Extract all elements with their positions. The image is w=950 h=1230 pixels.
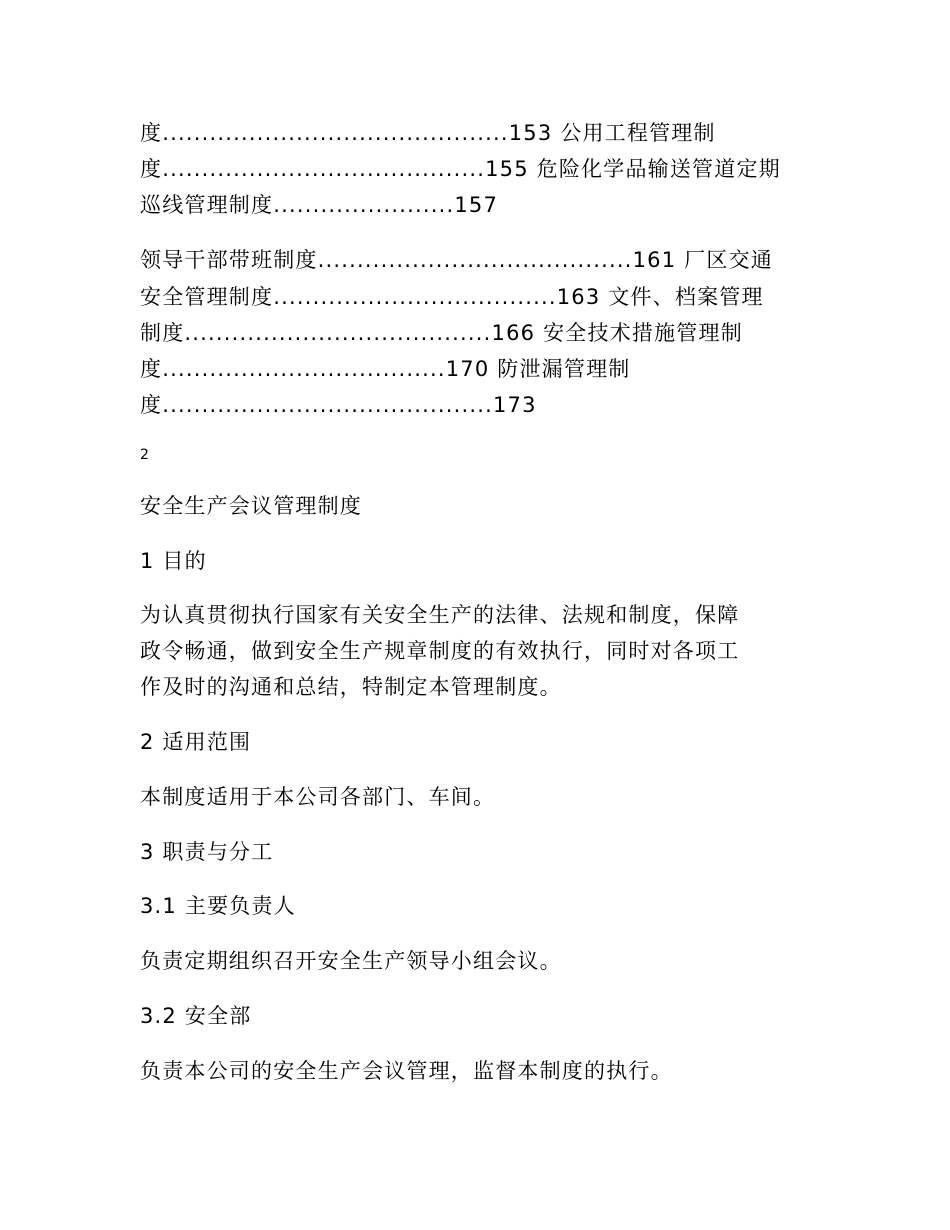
paragraph-line: 作及时的沟通和总结，特制定本管理制度。: [140, 675, 562, 699]
section-title: 安全生产会议管理制度: [140, 494, 362, 518]
toc-line: 度.........................................155 危险化学品输送管道定期: [140, 157, 781, 181]
subheading-principal: 3.1 主要负责人: [140, 894, 296, 918]
subheading-safety-dept: 3.2 安全部: [140, 1004, 252, 1028]
paragraph-line: 为认真贯彻执行国家有关安全生产的法律、法规和制度，保障: [140, 603, 740, 627]
toc-line: 度............................................153 公用工程管理制: [140, 121, 716, 145]
heading-scope: 2 适用范围: [140, 730, 252, 754]
toc-line: 度..........................................173: [140, 393, 537, 417]
heading-responsibilities: 3 职责与分工: [140, 840, 274, 864]
toc-line: 度....................................170 防泄漏管理制: [140, 357, 631, 381]
toc-line: 巡线管理制度.......................157: [140, 193, 499, 217]
paragraph-line: 本制度适用于本公司各部门、车间。: [140, 785, 496, 809]
heading-purpose: 1 目的: [140, 549, 207, 573]
toc-line: 制度.......................................166 安全技术措施管理制: [140, 321, 743, 345]
paragraph-line: 负责定期组织召开安全生产领导小组会议。: [140, 949, 562, 973]
toc-line: 安全管理制度....................................163 文件、档案管理: [140, 285, 764, 309]
paragraph-line: 负责本公司的安全生产会议管理，监督本制度的执行。: [140, 1059, 673, 1083]
toc-line: 领导干部带班制度........................................161 厂区交通: [140, 248, 773, 272]
paragraph-line: 政令畅通，做到安全生产规章制度的有效执行，同时对各项工: [140, 639, 740, 663]
page-number: 2: [140, 447, 149, 463]
